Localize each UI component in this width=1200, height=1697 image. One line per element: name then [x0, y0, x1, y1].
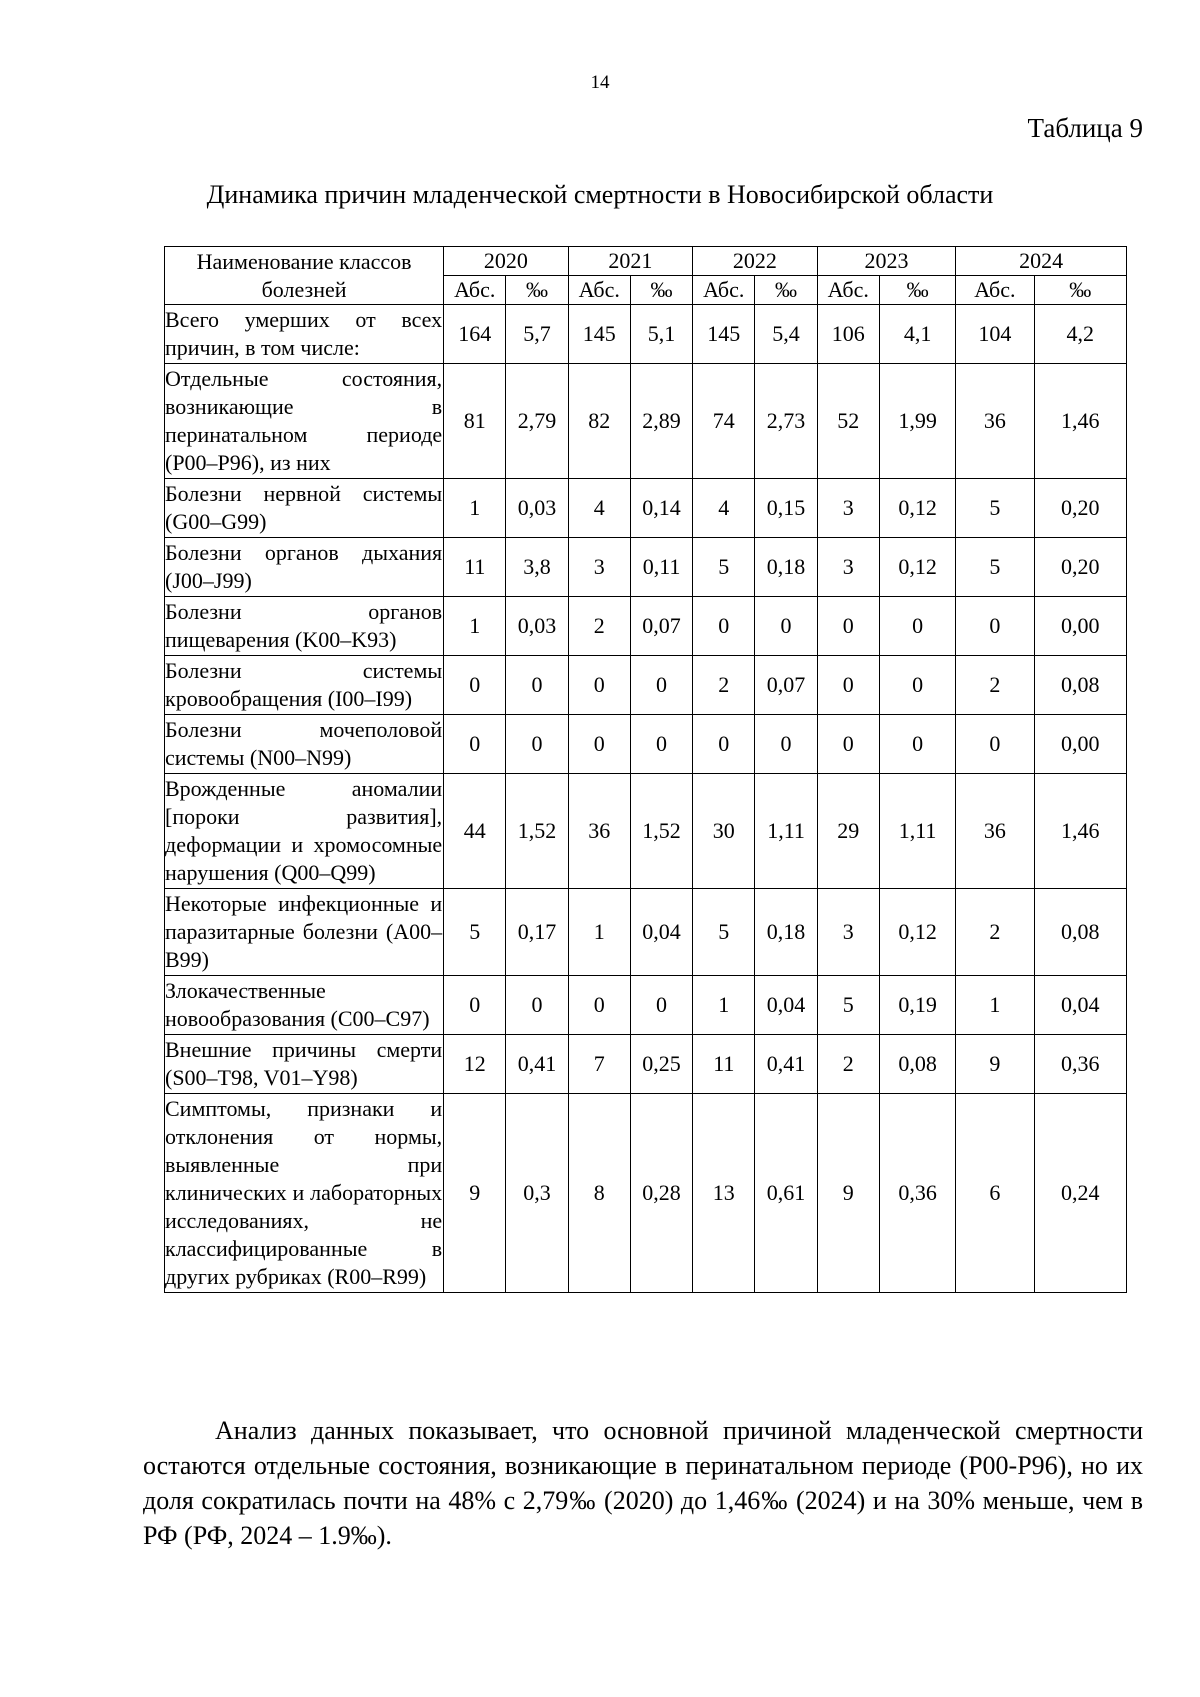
cell-permille: 0 — [630, 976, 692, 1035]
table-row — [165, 1035, 1127, 1094]
cell-permille: 0,08 — [1034, 889, 1126, 976]
cell-abs: 11 — [693, 1035, 755, 1094]
cell-permille: 0,00 — [1034, 715, 1126, 774]
cell-permille: 3,8 — [506, 538, 568, 597]
cell-permille: 0,03 — [506, 597, 568, 656]
header-disease-class: Наименование классов болезней — [165, 247, 444, 305]
cell-permille: 0,07 — [755, 656, 817, 715]
header-abs: Абс. — [817, 276, 879, 305]
cell-abs: 0 — [568, 656, 630, 715]
cell-permille: 5,4 — [755, 305, 817, 364]
cell-abs: 1 — [568, 889, 630, 976]
header-permille: ‰ — [1034, 276, 1126, 305]
cell-abs: 2 — [956, 656, 1034, 715]
table-row — [165, 656, 1127, 715]
table-row — [165, 1094, 1127, 1293]
mortality-table — [164, 246, 1127, 1293]
header-year: 2024 — [956, 247, 1127, 276]
cell-permille: 0,12 — [879, 538, 955, 597]
cell-permille: 0,41 — [755, 1035, 817, 1094]
cell-abs: 5 — [693, 889, 755, 976]
cell-abs: 145 — [693, 305, 755, 364]
cell-permille: 0,20 — [1034, 538, 1126, 597]
cell-permille: 0,07 — [630, 597, 692, 656]
cell-permille: 0,14 — [630, 479, 692, 538]
cell-abs: 2 — [568, 597, 630, 656]
cell-permille: 2,89 — [630, 364, 692, 479]
cell-permille: 1,46 — [1034, 774, 1126, 889]
cell-abs: 0 — [568, 976, 630, 1035]
cell-permille: 1,11 — [755, 774, 817, 889]
cell-abs: 9 — [956, 1035, 1034, 1094]
table-row — [165, 774, 1127, 889]
cell-abs: 6 — [956, 1094, 1034, 1293]
cell-abs: 13 — [693, 1094, 755, 1293]
disease-class-name: Отдельные состояния, возникающие в перинатальном периоде (P00–P96), из них — [165, 364, 444, 479]
cell-abs: 2 — [956, 889, 1034, 976]
cell-permille: 1,46 — [1034, 364, 1126, 479]
disease-class-name: Некоторые инфекционные и паразитарные болезни (A00–B99) — [165, 889, 444, 976]
disease-class-name: Болезни нервной системы (G00–G99) — [165, 479, 444, 538]
cell-abs: 9 — [817, 1094, 879, 1293]
cell-abs: 2 — [817, 1035, 879, 1094]
cell-abs: 36 — [568, 774, 630, 889]
cell-permille: 5,7 — [506, 305, 568, 364]
cell-permille: 0 — [879, 597, 955, 656]
header-permille: ‰ — [755, 276, 817, 305]
cell-permille: 0,12 — [879, 889, 955, 976]
cell-permille: 0,18 — [755, 889, 817, 976]
cell-permille: 0 — [506, 715, 568, 774]
table-row — [165, 597, 1127, 656]
cell-abs: 0 — [956, 715, 1034, 774]
cell-permille: 0 — [879, 656, 955, 715]
cell-abs: 1 — [956, 976, 1034, 1035]
header-year: 2020 — [444, 247, 569, 276]
table-row — [165, 305, 1127, 364]
table-title: Динамика причин младенческой смертности в Новосибирской области — [206, 180, 994, 209]
cell-abs: 0 — [817, 715, 879, 774]
header-permille: ‰ — [879, 276, 955, 305]
cell-permille: 0 — [755, 715, 817, 774]
cell-permille: 1,52 — [506, 774, 568, 889]
analysis-paragraph: Анализ данных показывает, что основной причиной младенческой смертности остаются отдельные состояния, возникающие в перинатальном периоде (P00-P96), но их доля сократилась почти на 48% с 2,79‰ (2020) до 1,46‰ (2024) и на 30% меньше, чем в РФ (РФ, 2024 – 1.9‰). — [143, 1416, 1143, 1550]
cell-permille: 0,04 — [1034, 976, 1126, 1035]
cell-abs: 74 — [693, 364, 755, 479]
cell-abs: 36 — [956, 364, 1034, 479]
cell-abs: 7 — [568, 1035, 630, 1094]
header-year: 2022 — [693, 247, 818, 276]
cell-permille: 0,25 — [630, 1035, 692, 1094]
cell-abs: 29 — [817, 774, 879, 889]
cell-permille: 0,36 — [1034, 1035, 1126, 1094]
cell-permille: 0 — [879, 715, 955, 774]
cell-permille: 0,19 — [879, 976, 955, 1035]
header-abs: Абс. — [568, 276, 630, 305]
cell-permille: 0,12 — [879, 479, 955, 538]
cell-permille: 2,73 — [755, 364, 817, 479]
header-permille: ‰ — [506, 276, 568, 305]
cell-abs: 2 — [693, 656, 755, 715]
cell-abs: 3 — [817, 889, 879, 976]
table-row — [165, 715, 1127, 774]
cell-abs: 3 — [817, 479, 879, 538]
disease-class-name: Болезни органов дыхания (J00–J99) — [165, 538, 444, 597]
cell-permille: 0,11 — [630, 538, 692, 597]
cell-abs: 11 — [444, 538, 506, 597]
cell-abs: 8 — [568, 1094, 630, 1293]
header-abs: Абс. — [693, 276, 755, 305]
cell-abs: 106 — [817, 305, 879, 364]
cell-abs: 4 — [568, 479, 630, 538]
cell-permille: 4,1 — [879, 305, 955, 364]
cell-abs: 3 — [817, 538, 879, 597]
table-row — [165, 976, 1127, 1035]
cell-abs: 1 — [444, 597, 506, 656]
cell-abs: 81 — [444, 364, 506, 479]
cell-abs: 52 — [817, 364, 879, 479]
disease-class-name: Болезни органов пищеварения (K00–K93) — [165, 597, 444, 656]
cell-abs: 5 — [956, 538, 1034, 597]
cell-permille: 0,3 — [506, 1094, 568, 1293]
cell-abs: 5 — [956, 479, 1034, 538]
cell-permille: 0,36 — [879, 1094, 955, 1293]
cell-abs: 44 — [444, 774, 506, 889]
cell-abs: 5 — [693, 538, 755, 597]
cell-permille: 0,00 — [1034, 597, 1126, 656]
cell-abs: 0 — [568, 715, 630, 774]
cell-abs: 30 — [693, 774, 755, 889]
cell-permille: 1,11 — [879, 774, 955, 889]
cell-permille: 0,41 — [506, 1035, 568, 1094]
cell-permille: 1,52 — [630, 774, 692, 889]
cell-abs: 0 — [693, 597, 755, 656]
cell-abs: 164 — [444, 305, 506, 364]
cell-permille: 0 — [755, 597, 817, 656]
cell-permille: 0 — [630, 656, 692, 715]
cell-permille: 0 — [630, 715, 692, 774]
cell-permille: 0,04 — [755, 976, 817, 1035]
table-label: Таблица 9 — [1027, 113, 1143, 143]
cell-permille: 1,99 — [879, 364, 955, 479]
cell-abs: 0 — [817, 656, 879, 715]
page-number: 14 — [590, 72, 610, 93]
disease-class-name: Врожденные аномалии [пороки развития], деформации и хромосомные нарушения (Q00–Q99) — [165, 774, 444, 889]
cell-abs: 5 — [444, 889, 506, 976]
cell-permille: 0,15 — [755, 479, 817, 538]
cell-permille: 0,17 — [506, 889, 568, 976]
cell-abs: 12 — [444, 1035, 506, 1094]
cell-abs: 82 — [568, 364, 630, 479]
cell-permille: 0,04 — [630, 889, 692, 976]
cell-permille: 0,08 — [1034, 656, 1126, 715]
cell-abs: 36 — [956, 774, 1034, 889]
cell-abs: 0 — [444, 976, 506, 1035]
disease-class-name: Всего умерших от всех причин, в том числе: — [165, 305, 444, 364]
cell-abs: 1 — [444, 479, 506, 538]
cell-abs: 145 — [568, 305, 630, 364]
cell-permille: 0,28 — [630, 1094, 692, 1293]
disease-class-name: Болезни мочеполовой системы (N00–N99) — [165, 715, 444, 774]
cell-abs: 104 — [956, 305, 1034, 364]
table-row — [165, 889, 1127, 976]
header-abs: Абс. — [956, 276, 1034, 305]
cell-abs: 4 — [693, 479, 755, 538]
table-row — [165, 364, 1127, 479]
table-row — [165, 479, 1127, 538]
cell-abs: 5 — [817, 976, 879, 1035]
cell-permille: 4,2 — [1034, 305, 1126, 364]
table-row — [165, 538, 1127, 597]
cell-abs: 0 — [956, 597, 1034, 656]
cell-abs: 1 — [693, 976, 755, 1035]
disease-class-name: Болезни системы кровообращения (I00–I99) — [165, 656, 444, 715]
header-year: 2021 — [568, 247, 693, 276]
cell-permille: 0,20 — [1034, 479, 1126, 538]
cell-abs: 0 — [444, 656, 506, 715]
cell-permille: 0 — [506, 656, 568, 715]
cell-permille: 2,79 — [506, 364, 568, 479]
cell-abs: 0 — [817, 597, 879, 656]
header-year: 2023 — [817, 247, 956, 276]
cell-permille: 0,24 — [1034, 1094, 1126, 1293]
cell-abs: 9 — [444, 1094, 506, 1293]
cell-permille: 0,03 — [506, 479, 568, 538]
cell-permille: 0,61 — [755, 1094, 817, 1293]
cell-permille: 0,08 — [879, 1035, 955, 1094]
cell-abs: 0 — [444, 715, 506, 774]
cell-permille: 0,18 — [755, 538, 817, 597]
cell-permille: 0 — [506, 976, 568, 1035]
cell-abs: 0 — [693, 715, 755, 774]
disease-class-name: Симптомы, признаки и отклонения от нормы, выявленные при клинических и лабораторных исследованиях, не классифицированные в других рубриках (R00–R99) — [165, 1094, 444, 1293]
cell-abs: 3 — [568, 538, 630, 597]
header-permille: ‰ — [630, 276, 692, 305]
disease-class-name: Внешние причины смерти (S00–T98, V01–Y98) — [165, 1035, 444, 1094]
cell-permille: 5,1 — [630, 305, 692, 364]
disease-class-name: Злокачественные новообразования (C00–C97) — [165, 976, 444, 1035]
table-body — [165, 305, 1127, 1293]
header-abs: Абс. — [444, 276, 506, 305]
